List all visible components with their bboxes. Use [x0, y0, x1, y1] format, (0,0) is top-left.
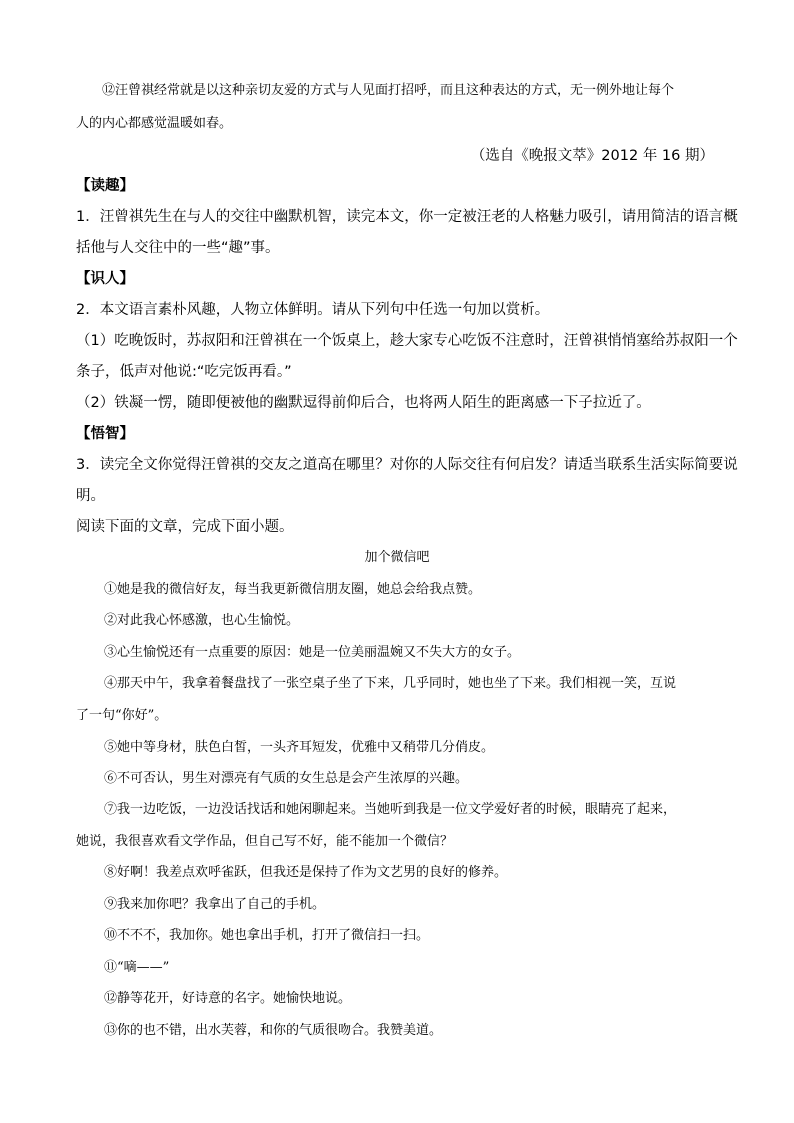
article-paragraph-5: ⑤她中等身材，肤色白皙，一头齐耳短发，优雅中又稍带几分俏皮。 — [104, 740, 495, 755]
article-paragraph-10: ⑩不不不，我加你。她也拿出手机，打开了微信扫一扫。 — [104, 928, 430, 943]
reading-instruction: 阅读下面的文章，完成下面小题。 — [76, 519, 294, 535]
question-1-line-1: 1．汪曾祺先生在与人的交往中幽默机智，读完本文，你一定被汪老的人格魅力吸引，请用简洁的语言概 — [76, 209, 738, 225]
passage-paragraph-12-line-1: ⑫汪曾祺经常就是以这种亲切友爱的方式与人见面打招呼，而且这种表达的方式，无一例外地让每个 — [102, 83, 675, 98]
question-2: 2．本文语言素朴风趣，人物立体鲜明。请从下列句中任选一句加以赏析。 — [76, 302, 550, 318]
article-paragraph-7-line-1: ⑦我一边吃饭，一边没话找话和她闲聊起来。当她听到我是一位文学爱好者的时候，眼睛亮了起来， — [104, 802, 677, 817]
article-paragraph-3: ③心生愉悦还有一点重要的原因：她是一位美丽温婉又不失大方的女子。 — [104, 645, 521, 660]
article-paragraph-13: ⑬你的也不错，出水芙蓉，和你的气质很吻合。我赞美道。 — [104, 1023, 443, 1038]
article-paragraph-4-line-2: 了一句“你好”。 — [76, 708, 168, 723]
article-paragraph-4-line-1: ④那天中午，我拿着餐盘找了一张空桌子坐了下来，几乎同时，她也坐了下来。我们相视一笑，互说 — [104, 676, 677, 691]
article-title: 加个微信吧 — [364, 550, 430, 565]
question-2-option-1-line-2: 条子，低声对他说:“吃完饭再看。” — [76, 364, 292, 380]
question-3-line-2: 明。 — [76, 488, 105, 504]
question-2-option-1-line-1: （1）吃晚饭时，苏叔阳和汪曾祺在一个饭桌上，趁大家专心吃饭不注意时，汪曾祺悄悄塞给苏叔阳一个 — [76, 333, 738, 349]
source-citation: （选自《晚报文萃》2012 年 16 期） — [470, 148, 714, 164]
passage-paragraph-12-line-2: 人的内心都感觉温暖如春。 — [76, 116, 233, 131]
question-3-line-1: 3．读完全文你觉得汪曾祺的交友之道高在哪里？对你的人际交往有何启发？请适当联系生活实际简要说 — [76, 457, 738, 473]
question-1-line-2: 括他与人交往中的一些“趣”事。 — [76, 240, 280, 256]
article-paragraph-6: ⑥不可否认，男生对漂亮有气质的女生总是会产生浓厚的兴趣。 — [104, 771, 469, 786]
article-paragraph-1: ①她是我的微信好友，每当我更新微信朋友圈，她总会给我点赞。 — [104, 582, 482, 597]
question-2-option-2: （2）铁凝一愣，随即便被他的幽默逗得前仰后合，也将两人陌生的距离感一下子拉近了。 — [76, 395, 651, 411]
section-heading-shiren: 【识人】 — [76, 271, 134, 287]
article-paragraph-2: ②对此我心怀感激，也心生愉悦。 — [104, 613, 300, 628]
article-paragraph-8: ⑧好啊！我差点欢呼雀跃，但我还是保持了作为文艺男的良好的修养。 — [104, 865, 508, 880]
article-paragraph-12: ⑫静等花开，好诗意的名字。她愉快地说。 — [104, 991, 352, 1006]
section-heading-wuzhi: 【悟智】 — [76, 426, 134, 442]
article-paragraph-11: ⑪“嘀——” — [104, 960, 170, 975]
article-paragraph-9: ⑨我来加你吧？我拿出了自己的手机。 — [104, 897, 326, 912]
section-heading-duqu: 【读趣】 — [76, 178, 134, 194]
article-paragraph-7-line-2: 她说，我很喜欢看文学作品，但自己写不好，能不能加一个微信？ — [76, 834, 454, 849]
